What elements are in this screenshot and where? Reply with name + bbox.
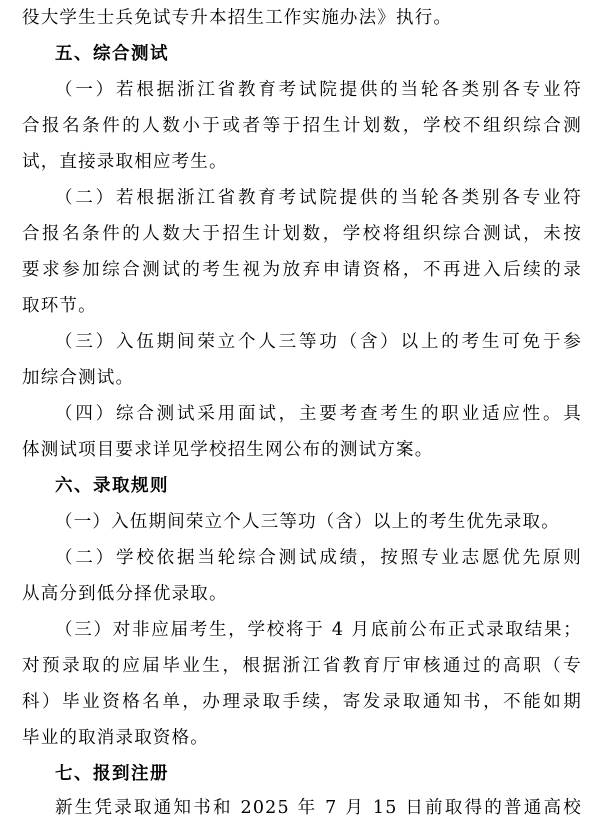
- paragraph-line: （一）若根据浙江省教育考试院提供的当轮各类别各专业符: [55, 80, 582, 100]
- paragraph-line: 毕业的取消录取资格。: [22, 728, 209, 748]
- paragraph-line: 役大学生士兵免试专升本招生工作实施办法》执行。: [22, 8, 453, 28]
- section-heading-registration: 七、报到注册: [55, 764, 169, 784]
- paragraph-line: 要求参加综合测试的考生视为放弃申请资格，不再进入后续的录: [22, 260, 582, 280]
- paragraph-line: 从高分到低分择优录取。: [22, 584, 228, 604]
- paragraph-line: 试，直接录取相应考生。: [22, 152, 228, 172]
- paragraph-line: （三）入伍期间荣立个人三等功（含）以上的考生可免于参: [55, 332, 582, 352]
- paragraph-line: 新生凭录取通知书和 2025 年 7 月 15 日前取得的普通高校: [55, 798, 582, 818]
- section-heading-admission-rules: 六、录取规则: [55, 476, 169, 496]
- paragraph-line: 对预录取的应届毕业生，根据浙江省教育厅审核通过的高职（专: [22, 656, 582, 676]
- section-heading-comprehensive-test: 五、综合测试: [55, 44, 169, 64]
- paragraph-line: 体测试项目要求详见学校招生网公布的测试方案。: [22, 440, 434, 460]
- paragraph-line: 加综合测试。: [22, 368, 135, 388]
- paragraph-line: （二）若根据浙江省教育考试院提供的当轮各类别各专业符: [55, 188, 582, 208]
- paragraph-line: （四）综合测试采用面试，主要考查考生的职业适应性。具: [55, 404, 582, 424]
- paragraph-line: （二）学校依据当轮综合测试成绩，按照专业志愿优先原则: [55, 548, 582, 568]
- paragraph-line: 合报名条件的人数小于或者等于招生计划数，学校不组织综合测: [22, 116, 582, 136]
- paragraph-line: 科）毕业资格名单，办理录取手续，寄发录取通知书，不能如期: [22, 692, 582, 712]
- paragraph-line: 取环节。: [22, 296, 97, 316]
- paragraph-line: （一）入伍期间荣立个人三等功（含）以上的考生优先录取。: [55, 512, 560, 532]
- paragraph-line: （三）对非应届考生，学校将于 4 月底前公布正式录取结果；: [55, 620, 582, 640]
- paragraph-line: 合报名条件的人数大于招生计划数，学校将组织综合测试，未按: [22, 224, 582, 244]
